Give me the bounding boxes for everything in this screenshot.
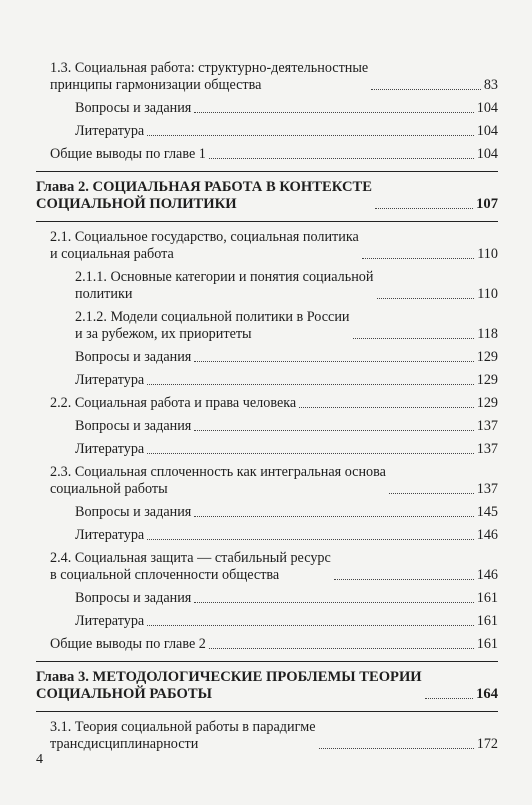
dot-leader xyxy=(425,698,473,699)
toc-entry-page: 137 xyxy=(476,441,498,457)
dot-leader xyxy=(194,602,473,603)
toc-entry[interactable] xyxy=(36,349,498,366)
dot-leader xyxy=(362,258,474,259)
toc-entry-title: Вопросы и задания xyxy=(75,349,192,365)
toc-entry-title: Литература xyxy=(75,527,145,543)
toc-entry-title: Литература xyxy=(75,123,145,139)
dot-leader xyxy=(334,579,474,580)
section-divider xyxy=(36,171,498,172)
toc-entry-page: 129 xyxy=(476,395,498,411)
toc-entry[interactable] xyxy=(36,550,498,584)
toc-entry-title: Литература xyxy=(75,613,145,629)
toc-entry-title: 2.3. Социальная сплоченность как интегральная основа социальной работы xyxy=(50,464,386,497)
toc-entry[interactable] xyxy=(36,60,498,94)
toc-entry-title: Вопросы и задания xyxy=(75,418,192,434)
toc-entry[interactable] xyxy=(36,636,498,653)
dot-leader xyxy=(194,361,473,362)
toc-entry-page: 161 xyxy=(476,636,498,652)
toc-entry-page: 146 xyxy=(476,567,498,583)
toc-entry[interactable] xyxy=(36,719,498,753)
toc-entry-page: 83 xyxy=(483,77,498,93)
toc-entry-page: 137 xyxy=(476,418,498,434)
toc-entry-title: Общие выводы по главе 2 xyxy=(50,636,206,652)
toc-chapter-entry[interactable] xyxy=(36,179,498,213)
toc-entry-title: 2.2. Социальная работа и права человека xyxy=(50,395,297,411)
toc-entry-page: 172 xyxy=(476,736,498,752)
toc-entry[interactable] xyxy=(36,395,498,412)
toc-entry[interactable] xyxy=(36,372,498,389)
dot-leader xyxy=(375,208,473,209)
section-divider xyxy=(36,661,498,662)
toc-entry-page: 164 xyxy=(476,686,498,702)
dot-leader xyxy=(194,516,473,517)
toc-entry-title: Глава 2. СОЦИАЛЬНАЯ РАБОТА В КОНТЕКСТЕ СОЦИАЛЬНОЙ ПОЛИТИКИ xyxy=(36,179,372,212)
table-of-contents xyxy=(36,60,498,753)
toc-entry-title: Вопросы и задания xyxy=(75,504,192,520)
section-divider xyxy=(36,711,498,712)
toc-entry-page: 145 xyxy=(476,504,498,520)
toc-entry[interactable] xyxy=(36,504,498,521)
dot-leader xyxy=(319,748,474,749)
toc-entry[interactable] xyxy=(36,441,498,458)
toc-entry-title: Общие выводы по главе 1 xyxy=(50,146,206,162)
toc-entry[interactable] xyxy=(36,123,498,140)
toc-entry[interactable] xyxy=(36,613,498,630)
toc-entry-title: 2.4. Социальная защита — стабильный ресурс в социальной сплоченности общества xyxy=(50,550,331,583)
dot-leader xyxy=(299,407,474,408)
toc-entry[interactable] xyxy=(36,309,498,343)
toc-entry-title: 2.1.1. Основные категории и понятия социальной политики xyxy=(75,269,374,302)
toc-entry[interactable] xyxy=(36,590,498,607)
dot-leader xyxy=(194,112,473,113)
toc-entry-page: 110 xyxy=(477,246,498,262)
dot-leader xyxy=(147,625,473,626)
toc-entry[interactable] xyxy=(36,100,498,117)
dot-leader xyxy=(377,298,475,299)
toc-entry[interactable] xyxy=(36,229,498,263)
toc-entry-page: 161 xyxy=(476,590,498,606)
toc-entry-title: Литература xyxy=(75,372,145,388)
dot-leader xyxy=(389,493,474,494)
toc-entry-page: 104 xyxy=(476,123,498,139)
toc-entry-page: 161 xyxy=(476,613,498,629)
toc-entry-page: 107 xyxy=(476,196,498,212)
toc-entry-page: 137 xyxy=(476,481,498,497)
toc-entry[interactable] xyxy=(36,269,498,303)
toc-entry[interactable] xyxy=(36,527,498,544)
dot-leader xyxy=(147,384,473,385)
toc-entry-page: 146 xyxy=(476,527,498,543)
toc-entry-title: 1.3. Социальная работа: структурно-деятельностные принципы гармонизации общества xyxy=(50,60,369,93)
toc-entry-title: 2.1.2. Модели социальной политики в России и за рубежом, их приоритеты xyxy=(75,309,350,342)
toc-entry-page: 118 xyxy=(477,326,498,342)
toc-entry-title: 2.1. Социальное государство, социальная политика и социальная работа xyxy=(50,229,359,262)
dot-leader xyxy=(147,453,473,454)
toc-entry-page: 129 xyxy=(476,349,498,365)
toc-entry-title: Вопросы и задания xyxy=(75,590,192,606)
section-divider xyxy=(36,221,498,222)
toc-entry-title: 3.1. Теория социальной работы в парадигме трансдисциплинарности xyxy=(50,719,316,752)
toc-entry-title: Литература xyxy=(75,441,145,457)
dot-leader xyxy=(353,338,475,339)
toc-entry-title: Вопросы и задания xyxy=(75,100,192,116)
toc-entry-page: 129 xyxy=(476,372,498,388)
page-number: 4 xyxy=(36,752,43,767)
dot-leader xyxy=(209,648,474,649)
toc-entry-page: 104 xyxy=(476,100,498,116)
toc-entry-title: Глава 3. МЕТОДОЛОГИЧЕСКИЕ ПРОБЛЕМЫ ТЕОРИИ СОЦИАЛЬНОЙ РАБОТЫ xyxy=(36,669,422,702)
dot-leader xyxy=(147,135,473,136)
toc-entry-page: 104 xyxy=(476,146,498,162)
toc-entry[interactable] xyxy=(36,146,498,163)
toc-entry[interactable] xyxy=(36,464,498,498)
dot-leader xyxy=(147,539,473,540)
dot-leader xyxy=(371,89,481,90)
dot-leader xyxy=(209,158,474,159)
dot-leader xyxy=(194,430,473,431)
toc-entry[interactable] xyxy=(36,418,498,435)
toc-chapter-entry[interactable] xyxy=(36,669,498,703)
toc-entry-page: 110 xyxy=(477,286,498,302)
